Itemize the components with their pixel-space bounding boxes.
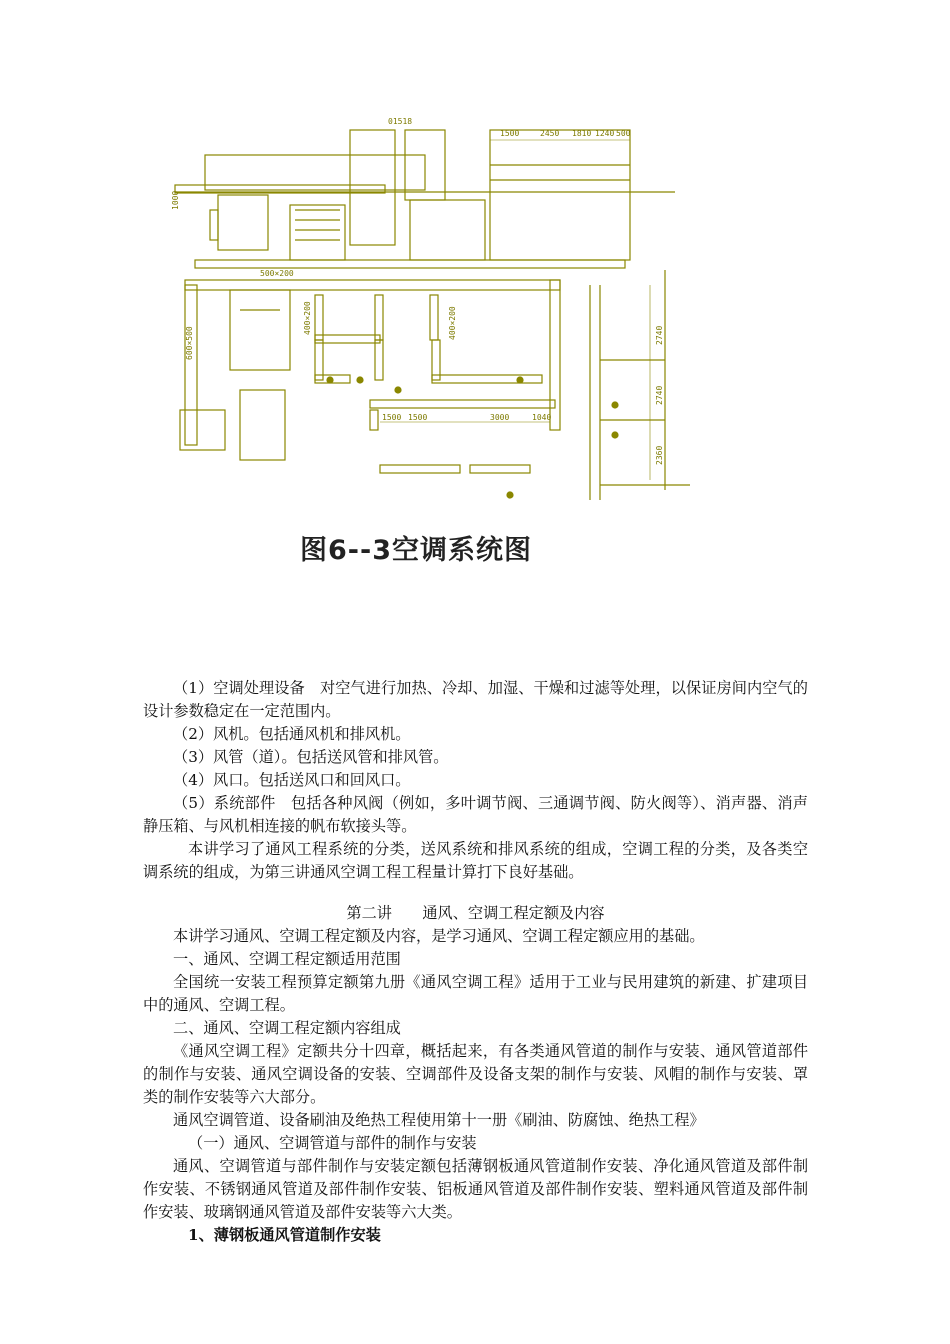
paragraph: （5）系统部件 包括各种风阀（例如，多叶调节阀、三通调节阀、防火阀等）、消声器、消声静压箱、与风机相连接的帆布软接头等。 (143, 794, 808, 835)
label-d1: 1500 (500, 129, 520, 138)
label-b4: 1040 (532, 413, 552, 422)
heading: 一、通风、空调工程定额适用范围 (173, 950, 401, 968)
label-duct-v1: 400×200 (303, 301, 312, 335)
figure-caption: 图6--3空调系统图 (300, 535, 532, 566)
paragraph: 《通风空调工程》定额共分十四章，概括起来，有各类通风管道的制作与安装、通风管道部件的制作与安装、通风空调设备的安装、空调部件及设备支架的制作与安装、风帽的制作与安装、罩类的制作安装等六大部分。 (143, 1042, 808, 1106)
label-duct-v2: 400×200 (448, 306, 457, 340)
subheading: （一）通风、空调管道与部件的制作与安装 (188, 1134, 477, 1152)
label-b3: 3000 (490, 413, 510, 422)
section-title: 第二讲 通风、空调工程定额及内容 (346, 904, 605, 922)
paragraph: （2）风机。包括通风机和排风机。 (173, 725, 411, 743)
paragraph: （3）风管（道）。包括送风管和排风管。 (173, 748, 449, 766)
label-r3: 2360 (655, 445, 664, 465)
body-text (143, 677, 808, 1247)
hvac-system-drawing (170, 110, 690, 515)
paragraph: 本讲学习了通风工程系统的分类，送风系统和排风系统的组成，空调工程的分类，及各类空调系统的组成，为第三讲通风空调工程工程量计算打下良好基础。 (143, 840, 808, 881)
label-duct-main: 500×200 (260, 269, 294, 278)
label-b1: 1500 (382, 413, 402, 422)
heading: 二、通风、空调工程定额内容组成 (173, 1019, 401, 1037)
paragraph: 本讲学习通风、空调工程定额及内容，是学习通风、空调工程定额应用的基础。 (173, 927, 705, 945)
label-d4: 1240 (595, 129, 615, 138)
label-d5: 500 (616, 129, 631, 138)
subheading: 1、薄钢板通风管道制作安装 (188, 1226, 381, 1244)
paragraph: （4）风口。包括送风口和回风口。 (173, 771, 411, 789)
label-b2: 1500 (408, 413, 428, 422)
paragraph: （1）空调处理设备 对空气进行加热、冷却、加湿、干燥和过滤等处理，以保证房间内空气的设计参数稳定在一定范围内。 (143, 679, 808, 720)
paragraph: 通风空调管道、设备刷油及绝热工程使用第十一册《刷油、防腐蚀、绝热工程》 (173, 1111, 705, 1129)
paragraph: 通风、空调管道与部件制作与安装定额包括薄钢板通风管道制作安装、净化通风管道及部件制作安装、不锈钢通风管道及部件制作安装、铝板通风管道及部件制作安装、塑料通风管道及部件制作安装、玻璃钢通风管道及部件安装等六大类。 (143, 1157, 808, 1221)
paragraph: 全国统一安装工程预算定额第九册《通风空调工程》适用于工业与民用建筑的新建、扩建项目中的通风、空调工程。 (143, 973, 808, 1014)
label-r2: 2740 (655, 385, 664, 405)
label-d2: 2450 (540, 129, 560, 138)
label-r1: 2740 (655, 325, 664, 345)
label-top: 01518 (388, 117, 413, 126)
label-d3: 1810 (572, 129, 592, 138)
label-left: 1000 (171, 190, 180, 210)
label-duct-side: 600×500 (185, 326, 194, 360)
